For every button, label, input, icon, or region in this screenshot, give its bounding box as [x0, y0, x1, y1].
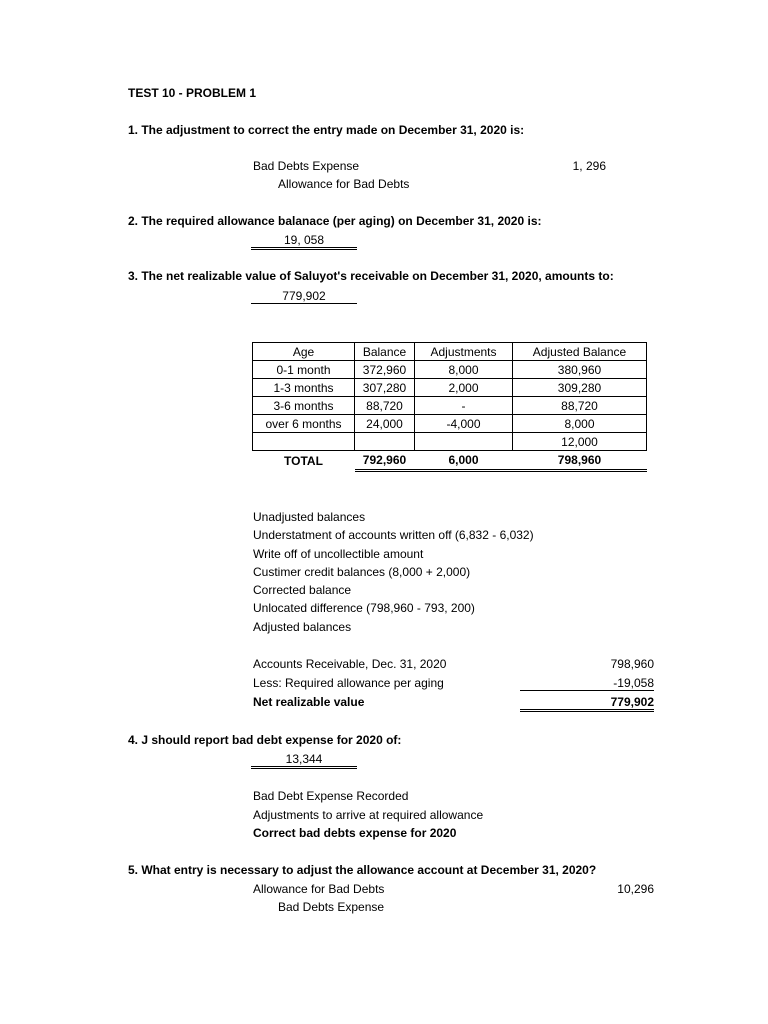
- recon-item: Understatment of accounts written off (6,832 - 6,032): [253, 528, 534, 542]
- table-cell: 309,280: [513, 379, 647, 397]
- table-row: [253, 397, 647, 415]
- total-adjustments: 6,000: [415, 451, 513, 471]
- table-row: [253, 361, 647, 379]
- table-cell: over 6 months: [253, 415, 355, 433]
- table-cell: 3-6 months: [253, 397, 355, 415]
- q1-debit-amount: 1, 296: [572, 159, 606, 173]
- q4-answer: 13,344: [251, 752, 357, 769]
- column-header: Adjustments: [415, 343, 513, 361]
- recon-item: Custimer credit balances (8,000 + 2,000): [253, 565, 471, 579]
- table-cell: -4,000: [415, 415, 513, 433]
- q2-answer: 19, 058: [251, 233, 357, 250]
- table-cell: 372,960: [355, 361, 415, 379]
- recon-item: Unlocated difference (798,960 - 793, 200): [253, 601, 475, 615]
- table-cell: 0-1 month: [253, 361, 355, 379]
- column-header: Age: [253, 343, 355, 361]
- table-cell: 88,720: [355, 397, 415, 415]
- total-label: TOTAL: [284, 453, 323, 468]
- table-row: [253, 433, 647, 451]
- table-cell: 8,000: [415, 361, 513, 379]
- table-cell: [253, 433, 355, 451]
- question-5: 5. What entry is necessary to adjust the allowance account at December 31, 2020?: [128, 863, 597, 877]
- q5-credit-account: Bad Debts Expense: [278, 900, 385, 914]
- recon-item: Adjusted balances: [253, 620, 352, 634]
- q4-item: Adjustments to arrive at required allowance: [253, 808, 484, 822]
- table-cell: 12,000: [513, 433, 647, 451]
- question-2: 2. The required allowance balanace (per aging) on December 31, 2020 is:: [128, 214, 542, 228]
- q3-answer: 779,902: [251, 289, 357, 304]
- nrv-less-label: Less: Required allowance per aging: [253, 676, 444, 690]
- q5-debit-account: Allowance for Bad Debts: [253, 882, 385, 896]
- table-cell: [355, 433, 415, 451]
- table-cell: 88,720: [513, 397, 647, 415]
- table-cell: 24,000: [355, 415, 415, 433]
- q4-item: Correct bad debts expense for 2020: [253, 826, 457, 840]
- table-cell: [415, 433, 513, 451]
- q1-debit-account: Bad Debts Expense: [253, 159, 360, 173]
- nrv-ar-label: Accounts Receivable, Dec. 31, 2020: [253, 657, 447, 671]
- nrv-ar-value: 798,960: [610, 657, 654, 671]
- page-title: TEST 10 - PROBLEM 1: [128, 86, 257, 100]
- column-header: Adjusted Balance: [513, 343, 647, 361]
- recon-item: Corrected balance: [253, 583, 352, 597]
- q5-debit-amount: 10,296: [617, 882, 654, 896]
- total-adjusted-balance: 798,960: [513, 451, 647, 471]
- table-cell: 8,000: [513, 415, 647, 433]
- table-cell: -: [415, 397, 513, 415]
- aging-table: [252, 342, 647, 472]
- nrv-value: 779,902: [520, 695, 654, 712]
- table-cell: 307,280: [355, 379, 415, 397]
- question-3: 3. The net realizable value of Saluyot's receivable on December 31, 2020, amounts to:: [128, 269, 614, 283]
- table-cell: 1-3 months: [253, 379, 355, 397]
- table-header-row: [253, 343, 647, 361]
- question-1: 1. The adjustment to correct the entry made on December 31, 2020 is:: [128, 123, 525, 137]
- table-total-row: [253, 451, 647, 471]
- table-row: [253, 415, 647, 433]
- question-4: 4. J should report bad debt expense for 2020 of:: [128, 733, 402, 747]
- table-cell: 2,000: [415, 379, 513, 397]
- q1-credit-account: Allowance for Bad Debts: [278, 177, 410, 191]
- table-row: [253, 379, 647, 397]
- nrv-label: Net realizable value: [253, 695, 365, 709]
- q4-item: Bad Debt Expense Recorded: [253, 789, 409, 803]
- recon-item: Write off of uncollectible amount: [253, 547, 424, 561]
- table-cell: 380,960: [513, 361, 647, 379]
- total-balance: 792,960: [355, 451, 415, 471]
- recon-item: Unadjusted balances: [253, 510, 366, 524]
- column-header: Balance: [355, 343, 415, 361]
- nrv-less-value: -19,058: [520, 676, 654, 691]
